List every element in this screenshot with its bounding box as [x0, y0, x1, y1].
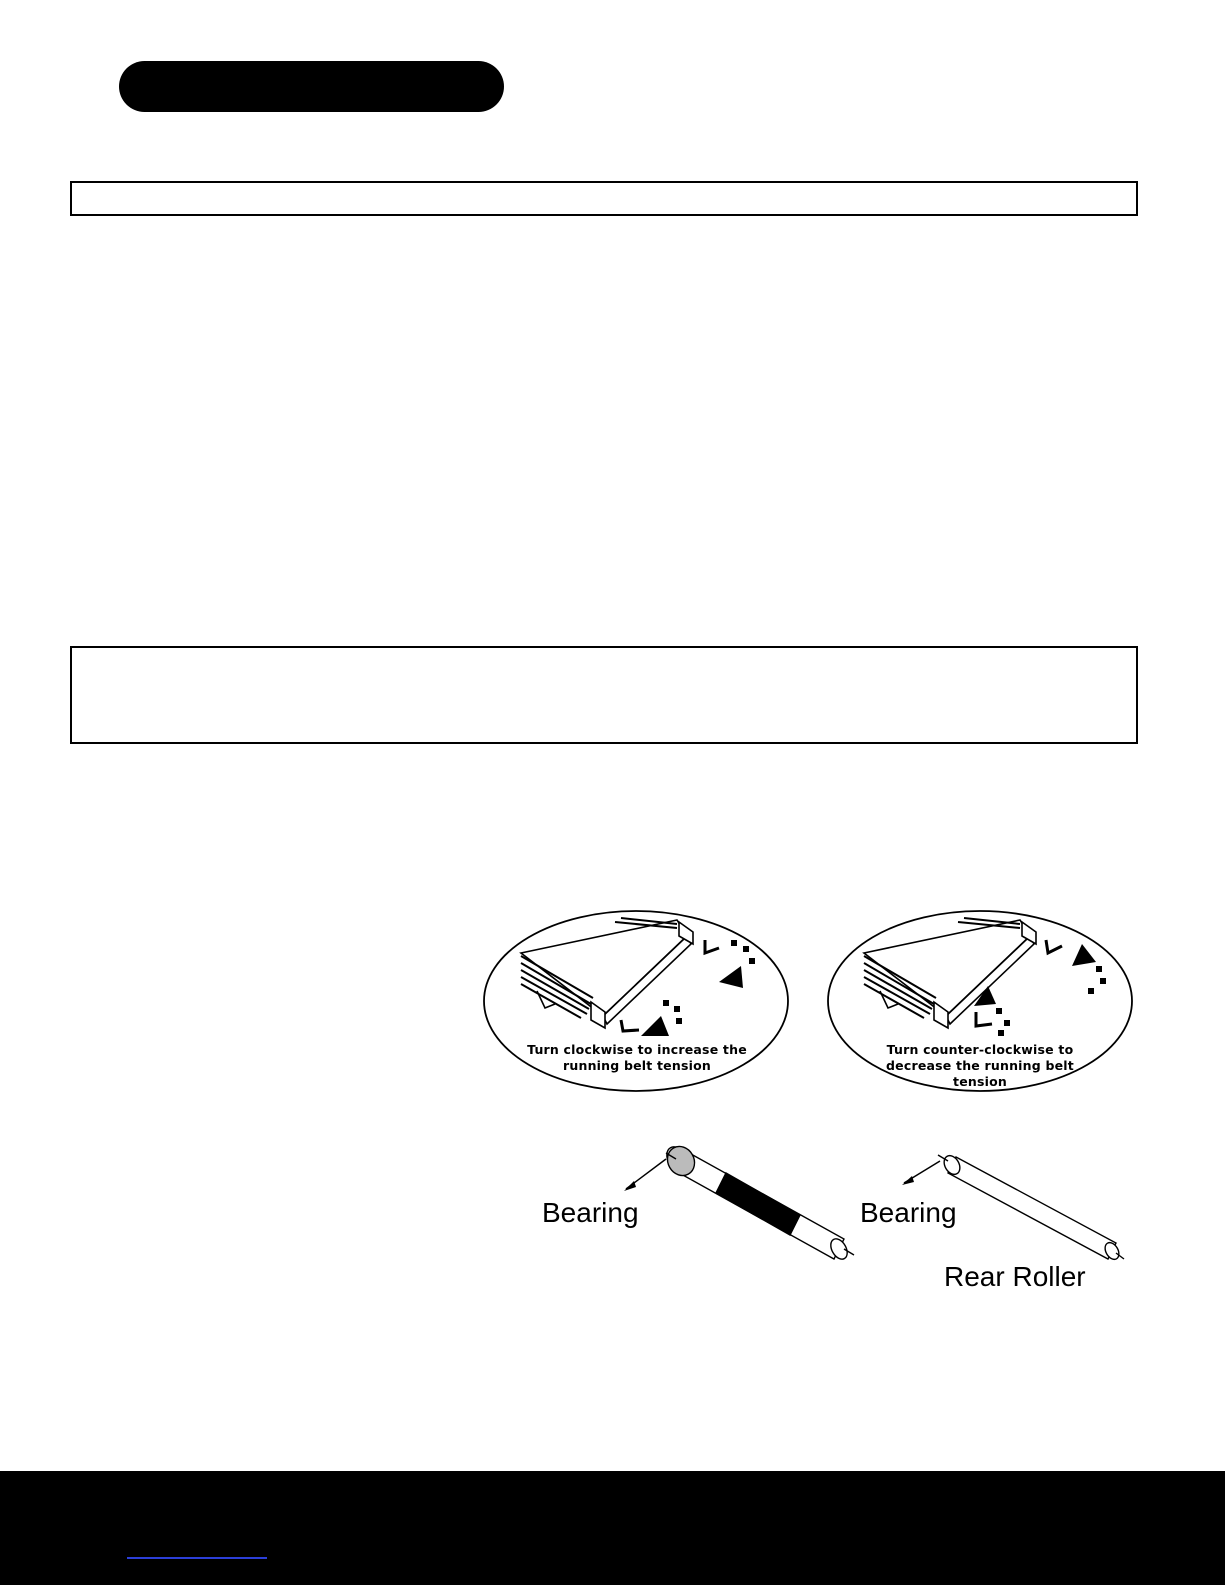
- section-header-bar: [119, 61, 504, 112]
- front-bearing-label: Bearing: [542, 1197, 639, 1228]
- instruction-box: [70, 181, 1138, 216]
- counter-clockwise-adjustment-figure: [824, 908, 1136, 1098]
- footer-link-underline[interactable]: [127, 1557, 267, 1559]
- clockwise-caption: Turn clockwise to increase the running belt tension: [527, 1042, 747, 1073]
- clockwise-adjustment-figure: [481, 908, 793, 1098]
- front-roller-figure: [530, 1135, 865, 1295]
- counter-clockwise-caption: Turn counter-clockwise to decrease the running belt tension: [886, 1042, 1074, 1089]
- rear-bearing-label: Bearing: [860, 1197, 957, 1228]
- rear-roller-figure: [850, 1135, 1130, 1295]
- note-box: [70, 646, 1138, 744]
- footer-bar: [0, 1471, 1225, 1585]
- rear-roller-label: Rear Roller: [944, 1261, 1086, 1292]
